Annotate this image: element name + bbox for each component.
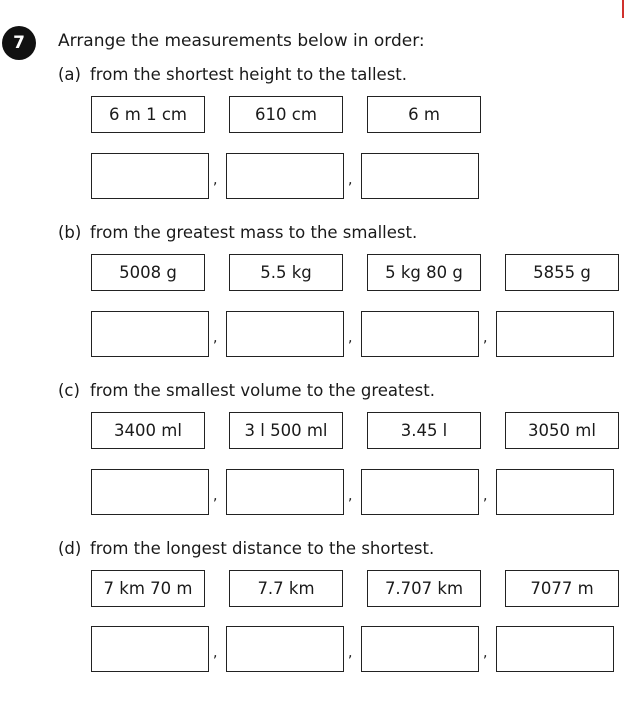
measurement-card: 610 cm <box>229 96 343 133</box>
answer-box[interactable] <box>91 469 209 515</box>
separator-comma: , <box>483 645 488 661</box>
answer-box[interactable] <box>226 311 344 357</box>
measurement-card: 3050 ml <box>505 412 619 449</box>
question-instruction: Arrange the measurements below in order: <box>58 31 425 51</box>
answer-box[interactable] <box>496 469 614 515</box>
separator-comma: , <box>348 488 353 504</box>
measurement-card: 3 l 500 ml <box>229 412 343 449</box>
part-a-label <box>58 65 407 84</box>
answer-box[interactable] <box>361 469 479 515</box>
part-d-text: from the longest distance to the shortest. <box>90 539 435 558</box>
measurement-card: 6 m 1 cm <box>91 96 205 133</box>
part-a-text: from the shortest height to the tallest. <box>90 65 408 84</box>
answer-box[interactable] <box>91 311 209 357</box>
answer-box[interactable] <box>226 153 344 199</box>
separator-comma: , <box>348 645 353 661</box>
measurement-card: 7.7 km <box>229 570 343 607</box>
question-number-badge: 7 <box>2 26 36 60</box>
separator-comma: , <box>213 645 218 661</box>
measurement-card: 5855 g <box>505 254 619 291</box>
part-d-letter: (d) <box>58 539 82 558</box>
separator-comma: , <box>483 488 488 504</box>
separator-comma: , <box>213 330 218 346</box>
answer-box[interactable] <box>91 153 209 199</box>
measurement-card: 6 m <box>367 96 481 133</box>
answer-box[interactable] <box>226 626 344 672</box>
measurement-card: 7.707 km <box>367 570 481 607</box>
answer-box[interactable] <box>91 626 209 672</box>
separator-comma: , <box>213 172 218 188</box>
part-b-text: from the greatest mass to the smallest. <box>90 223 418 242</box>
part-c-label <box>58 381 435 400</box>
measurement-card: 5.5 kg <box>229 254 343 291</box>
answer-box[interactable] <box>496 626 614 672</box>
answer-box[interactable] <box>361 311 479 357</box>
part-a-letter: (a) <box>58 65 81 84</box>
answer-box[interactable] <box>496 311 614 357</box>
measurement-card: 7077 m <box>505 570 619 607</box>
answer-box[interactable] <box>361 153 479 199</box>
separator-comma: , <box>213 488 218 504</box>
part-c-text: from the smallest volume to the greatest. <box>90 381 435 400</box>
part-c-letter: (c) <box>58 381 80 400</box>
separator-comma: , <box>483 330 488 346</box>
measurement-card: 3.45 l <box>367 412 481 449</box>
measurement-card: 7 km 70 m <box>91 570 205 607</box>
page-edge-mark <box>622 0 624 18</box>
separator-comma: , <box>348 330 353 346</box>
part-b-letter: (b) <box>58 223 82 242</box>
part-d-label <box>58 539 434 558</box>
answer-box[interactable] <box>226 469 344 515</box>
answer-box[interactable] <box>361 626 479 672</box>
part-b-label <box>58 223 417 242</box>
separator-comma: , <box>348 172 353 188</box>
measurement-card: 5 kg 80 g <box>367 254 481 291</box>
measurement-card: 3400 ml <box>91 412 205 449</box>
measurement-card: 5008 g <box>91 254 205 291</box>
